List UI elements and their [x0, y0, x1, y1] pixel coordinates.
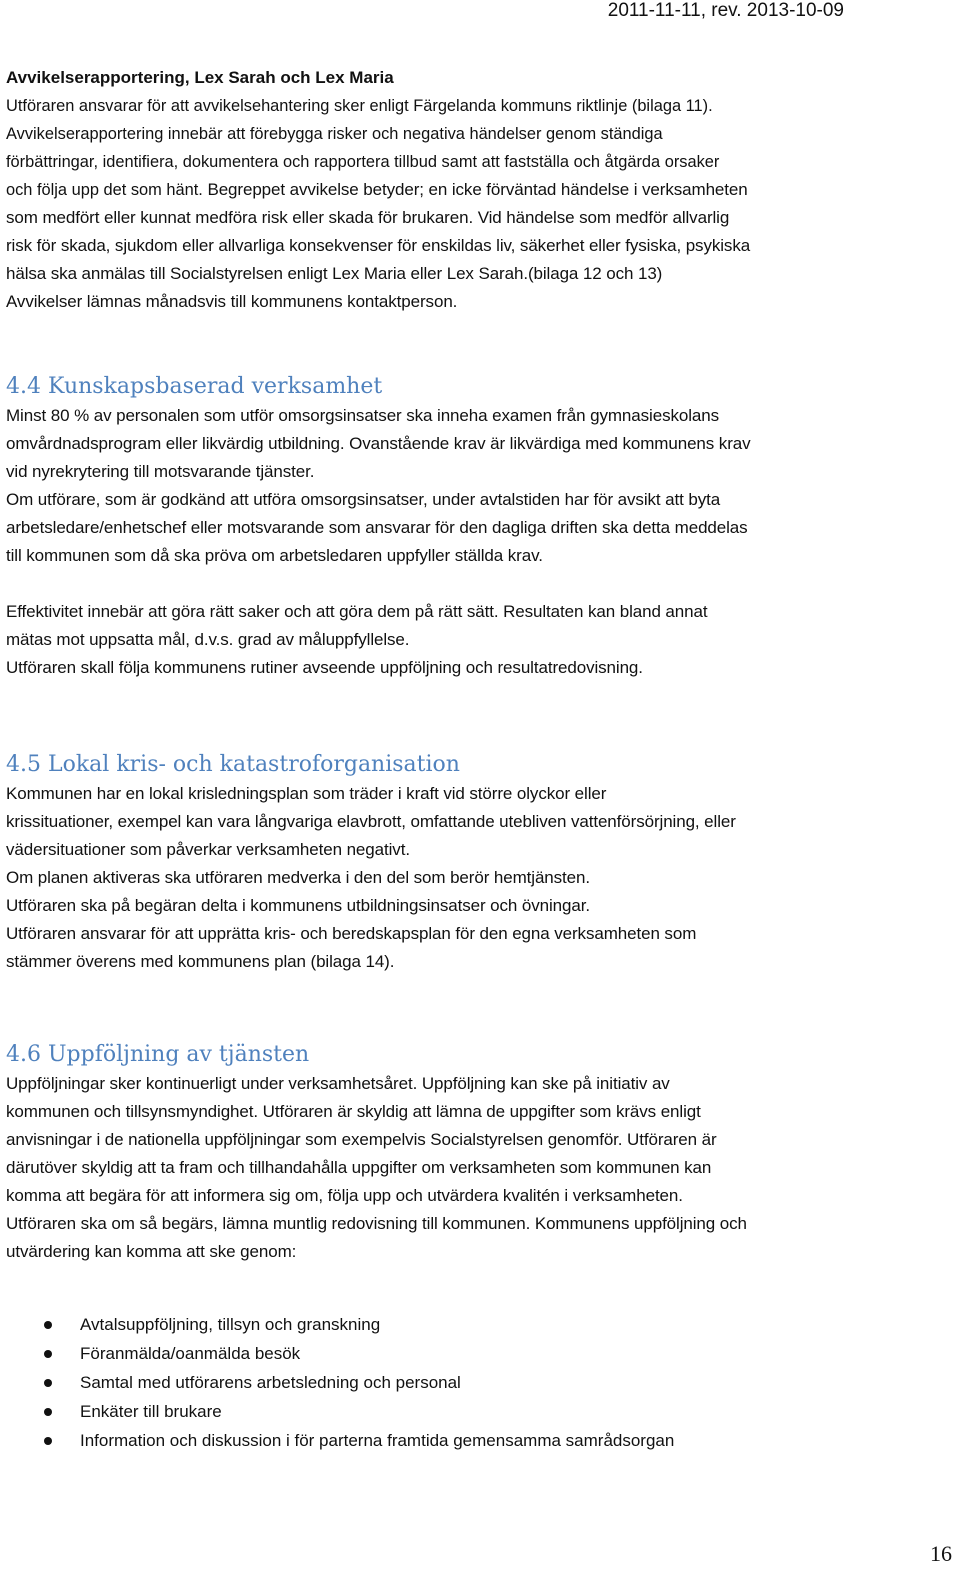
paragraph-line: krissituationer, exempel kan vara långvariga elavbrott, omfattande utebliven vattenförsörjning, eller	[6, 812, 736, 831]
section-heading-text: Lokal kris- och katastroforganisation	[41, 752, 460, 777]
header-date: 2011-11-11, rev. 2013-10-09	[607, 0, 844, 21]
paragraph-line: Utföraren ansvarar för att avvikelsehantering sker enligt Färgelanda kommuns riktlinje (bilaga 11).	[6, 97, 713, 115]
section-heading-text: Uppföljning av tjänsten	[41, 1042, 310, 1067]
list-item	[6, 1368, 951, 1397]
paragraph-line: Uppföljningar sker kontinuerligt under verksamhetsåret. Uppföljning kan ske på initiativ av	[6, 1074, 670, 1093]
paragraph-line: Utföraren ska om så begärs, lämna muntlig redovisning till kommunen. Kommunens uppföljning och	[6, 1214, 747, 1233]
paragraph-line: kommunen och tillsynsmyndighet. Utföraren är skyldig att lämna de uppgifter som krävs enligt	[6, 1102, 701, 1121]
section-heading-4-6	[6, 1040, 951, 1070]
paragraph-line: risk för skada, sjukdom eller allvarliga konsekvenser för enskildas liv, säkerhet eller fysiska, psykiska	[6, 236, 751, 255]
paragraph-line: mätas mot uppsatta mål, d.v.s. grad av måluppfyllelse.	[6, 630, 410, 649]
page-number: 16	[930, 1541, 952, 1566]
paragraph-line: omvårdnadsprogram eller likvärdig utbildning. Ovanstående krav är likvärdiga med kommunens krav	[6, 434, 751, 453]
bullet-icon	[44, 1321, 52, 1329]
section-heading-text: Kunskapsbaserad verksamhet	[41, 374, 383, 399]
list-item-text: Information och diskussion i för parterna framtida gemensamma samrådsorgan	[80, 1431, 675, 1450]
paragraph-line: Kommunen har en lokal krisledningsplan som träder i kraft vid större olyckor eller	[6, 784, 607, 803]
paragraph-line: Minst 80 % av personalen som utför omsorgsinsatser ska inneha examen från gymnasieskolans	[6, 406, 720, 425]
paragraph-line: Utföraren ska på begäran delta i kommunens utbildningsinsatser och övningar.	[6, 896, 590, 915]
section-number: 4.5	[6, 752, 41, 777]
paragraph-line: Effektivitet innebär att göra rätt saker och att göra dem på rätt sätt. Resultaten kan bland annat	[6, 602, 708, 621]
bullet-icon	[44, 1379, 52, 1387]
page-content	[6, 64, 951, 1455]
paragraph-line: arbetsledare/enhetschef eller motsvarande som ansvarar för den dagliga driften ska detta meddelas	[6, 518, 748, 537]
section-title-avvikelse: Avvikelserapportering, Lex Sarah och Lex Maria	[6, 68, 394, 87]
paragraph-fragment: och följa upp det som hänt.	[6, 181, 203, 199]
paragraph-line: hälsa ska anmälas till Socialstyrelsen enligt Lex Maria eller Lex Sarah.(bilaga 12 och 13)	[6, 264, 663, 283]
bullet-icon	[44, 1437, 52, 1445]
list-item	[6, 1426, 951, 1455]
bullet-icon	[44, 1408, 52, 1416]
paragraph-line	[6, 176, 951, 204]
paragraph-line: Om planen aktiveras ska utföraren medverka i den del som berör hemtjänsten.	[6, 868, 591, 887]
paragraph-line: Utföraren ansvarar för att upprätta kris- och beredskapsplan för den egna verksamheten som	[6, 924, 697, 943]
paragraph-line: komma att begära för att informera sig om, följa upp och utvärdera kvalitén i verksamheten.	[6, 1186, 683, 1205]
list-item-text: Föranmälda/oanmälda besök	[80, 1344, 301, 1363]
paragraph-line: anvisningar i de nationella uppföljningar som exempelvis Socialstyrelsen genomför. Utföraren är	[6, 1130, 717, 1149]
paragraph-line: stämmer överens med kommunens plan (bilaga 14).	[6, 952, 395, 971]
paragraph-line: vid nyrekrytering till motsvarande tjänster.	[6, 462, 315, 481]
paragraph-line: Avvikelser lämnas månadsvis till kommunens kontaktperson.	[6, 292, 458, 311]
paragraph-line: förbättringar, identifiera, dokumentera och rapportera tillbud samt att fastställa och åtgärda orsaker	[6, 153, 720, 171]
bullet-icon	[44, 1350, 52, 1358]
paragraph-line: därutöver skyldig att ta fram och tillhandahålla uppgifter om verksamheten som kommunen kan	[6, 1158, 712, 1177]
paragraph-line: Avvikelserapportering innebär att förebygga risker och negativa händelser genom ständiga	[6, 125, 663, 143]
list-item	[6, 1310, 951, 1339]
section-number: 4.4	[6, 374, 41, 399]
paragraph-fragment: Begreppet avvikelse betyder; en icke förväntad händelse i verksamheten	[202, 180, 748, 199]
list-item-text: Enkäter till brukare	[80, 1402, 222, 1421]
list-item-text: Avtalsuppföljning, tillsyn och granskning	[80, 1315, 381, 1334]
bullet-list	[6, 1310, 951, 1455]
paragraph-line: till kommunen som då ska pröva om arbetsledaren uppfyller ställda krav.	[6, 546, 543, 565]
paragraph-line: utvärdering kan komma att ske genom:	[6, 1242, 297, 1261]
section-number: 4.6	[6, 1042, 41, 1067]
paragraph-line: Utföraren skall följa kommunens rutiner avseende uppföljning och resultatredovisning.	[6, 658, 643, 677]
list-item	[6, 1339, 951, 1368]
list-item	[6, 1397, 951, 1426]
paragraph-line: vädersituationer som påverkar verksamheten negativt.	[6, 840, 410, 859]
section-heading-4-5	[6, 750, 951, 780]
paragraph-line: Om utförare, som är godkänd att utföra omsorgsinsatser, under avtalstiden har för avsikt att byta	[6, 490, 721, 509]
paragraph-line: som medfört eller kunnat medföra risk eller skada för brukaren. Vid händelse som medför allvarlig	[6, 208, 730, 227]
section-heading-4-4	[6, 372, 951, 402]
list-item-text: Samtal med utförarens arbetsledning och personal	[80, 1373, 461, 1392]
